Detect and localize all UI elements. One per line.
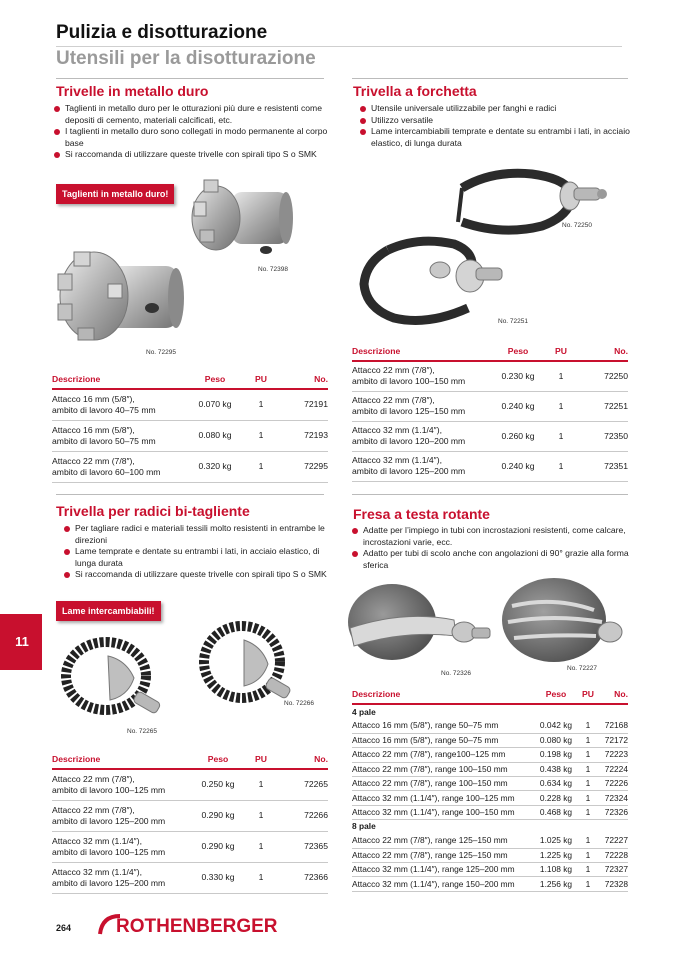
cell-desc: ambito di lavoro 40–75 mm [52,404,156,415]
cell-number: 72324 [598,791,628,805]
cell-weight: 0.230 kg [492,361,544,391]
list-item: I taglienti in metallo duro sono collegati in modo permanente al corpo base [52,126,328,149]
table-row [352,762,628,776]
cell-weight: 1.025 kg [534,834,578,848]
rothenberger-logo-icon [94,910,294,940]
product-image-72398 [186,172,296,268]
table-row [352,451,628,481]
cell-desc: Attacco 32 mm (1.1/4″), [52,866,142,877]
cell-desc: Attacco 32 mm (1.1/4″), [352,455,442,465]
cell-desc: ambito di lavoro 125–150 mm [352,406,466,416]
cell-desc: Attacco 22 mm (7/8″), range 100–150 mm [352,762,534,776]
cell-pu: 1 [544,391,578,421]
cell-pu: 1 [578,877,598,891]
cell-number: 72251 [578,391,628,421]
column-header: Peso [186,374,244,389]
image-caption: No. 72227 [567,665,597,672]
table-row [352,805,628,819]
product-table [52,374,328,483]
table-row [52,769,328,800]
cell-weight: 0.290 kg [192,800,244,831]
cell-pu: 1 [578,805,598,819]
table-row [352,391,628,421]
cell-desc: Attacco 32 mm (1.1/4″), range 150–200 mm [352,877,534,891]
cell-number: 72223 [598,748,628,762]
cell-weight: 0.240 kg [492,451,544,481]
cell-weight: 0.330 kg [192,862,244,893]
product-image-72265 [56,626,176,732]
image-caption: No. 72398 [258,266,288,273]
list-item: Si raccomanda di utilizzare queste trivelle con spirali tipo S o SMK [62,569,328,581]
brand-name: ROTHENBERGER [116,916,278,937]
cell-weight: 0.080 kg [534,733,578,747]
cell-weight: 0.080 kg [186,420,244,451]
cell-weight: 0.228 kg [534,791,578,805]
cell-desc: ambito di lavoro 50–75 mm [52,435,156,446]
cell-desc: ambito di lavoro 125–200 mm [52,815,166,826]
column-header: No. [278,754,328,769]
column-header: Descrizione [352,689,534,704]
table-row [352,877,628,891]
cell-desc: Attacco 32 mm (1.1/4″), [352,425,442,435]
column-header: No. [598,689,628,704]
column-header: Peso [492,346,544,361]
highlight-tag: Lame intercambiabili! [56,601,161,621]
cell-desc: ambito di lavoro 100–150 mm [352,376,466,387]
bullet-list [358,103,630,149]
section-rule [352,78,628,79]
cell-number: 72351 [578,451,628,481]
list-item: Adatto per tubi di scolo anche con angolazioni di 90° grazie alla forma sferica [350,548,630,571]
column-header: No. [578,346,628,361]
column-header: Descrizione [52,754,192,769]
section-rule [352,494,628,495]
cell-pu: 1 [544,451,578,481]
cell-desc: Attacco 32 mm (1.1/4″), range 100–150 mm [352,805,534,819]
image-caption: No. 72295 [146,349,176,356]
cell-weight: 1.256 kg [534,877,578,891]
cell-weight: 0.438 kg [534,762,578,776]
cell-desc: Attacco 16 mm (5/8″), [52,393,135,404]
cell-pu: 1 [578,719,598,733]
cell-pu: 1 [244,451,278,482]
cell-desc: Attacco 16 mm (5/8″), range 50–75 mm [352,719,534,733]
page-title: Pulizia e disotturazione [56,22,268,43]
column-header: PU [244,754,278,769]
table-group-row [352,820,628,834]
cell-number: 72168 [598,719,628,733]
cell-weight: 0.260 kg [492,421,544,451]
cell-pu: 1 [244,420,278,451]
cell-number: 72226 [598,777,628,791]
cell-number: 72328 [598,877,628,891]
image-caption: No. 72251 [498,318,528,325]
highlight-tag: Taglienti in metallo duro! [56,184,174,204]
table-row [352,748,628,762]
column-header: Descrizione [52,374,186,389]
image-caption: No. 72326 [441,670,471,677]
column-header: PU [244,374,278,389]
cell-desc: ambito di lavoro 125–200 mm [52,877,166,888]
cell-number: 72172 [598,733,628,747]
product-table [52,754,328,894]
list-item: Utensile universale utilizzabile per fanghi e radici [358,103,630,115]
cell-number: 72350 [578,421,628,451]
column-header: Peso [192,754,244,769]
cell-weight: 0.240 kg [492,391,544,421]
table-row [52,800,328,831]
table-row [352,421,628,451]
cell-pu: 1 [544,421,578,451]
column-header: Descrizione [352,346,492,361]
product-table [352,689,628,892]
cell-desc: Attacco 16 mm (5/8″), range 50–75 mm [352,733,534,747]
table-group-row [352,704,628,719]
cell-desc: ambito di lavoro 125–200 mm [352,466,466,476]
cell-number: 72224 [598,762,628,776]
image-caption: No. 72250 [562,222,592,229]
cell-desc: Attacco 22 mm (7/8″), [52,773,135,784]
list-item: Utilizzo versatile [358,115,630,127]
section-title-metallo-duro: Trivelle in metallo duro [56,83,209,99]
product-table [352,346,628,482]
cell-number: 72366 [278,862,328,893]
cell-weight: 0.198 kg [534,748,578,762]
bullet-list [350,525,630,571]
table-row [52,831,328,862]
bullet-list [62,523,328,581]
cell-pu: 1 [244,389,278,420]
cell-pu: 1 [244,769,278,800]
cell-weight: 1.108 kg [534,863,578,877]
cell-pu: 1 [578,834,598,848]
brand-logo [94,910,294,945]
image-caption: No. 72266 [284,700,314,707]
table-row [352,834,628,848]
cell-number: 72295 [278,451,328,482]
page-number: 264 [56,923,72,933]
cell-pu: 1 [578,733,598,747]
cell-pu: 1 [578,762,598,776]
cell-pu: 1 [578,791,598,805]
cell-desc: Attacco 22 mm (7/8″), [52,455,135,466]
table-row [52,862,328,893]
header-rule [56,46,622,47]
cell-desc: Attacco 22 mm (7/8″), [352,365,435,376]
cell-desc: Attacco 22 mm (7/8″), [352,395,435,405]
section-title-fresa: Fresa a testa rotante [353,506,490,522]
cell-pu: 1 [544,361,578,391]
cell-desc: ambito di lavoro 100–125 mm [52,784,166,795]
cell-weight: 0.290 kg [192,831,244,862]
cell-weight: 1.225 kg [534,848,578,862]
column-header: PU [578,689,598,704]
cell-pu: 1 [578,863,598,877]
table-row [352,791,628,805]
cell-number: 72266 [278,800,328,831]
cell-number: 72193 [278,420,328,451]
list-item: Lame temprate e dentate su entrambi i lati, in acciaio elastico, di lunga durata [62,546,328,569]
cell-desc: ambito di lavoro 100–125 mm [52,846,166,857]
cell-weight: 0.250 kg [192,769,244,800]
cell-pu: 1 [578,848,598,862]
bullet-list [52,103,328,161]
column-header: PU [544,346,578,361]
cell-weight: 0.468 kg [534,805,578,819]
cell-desc: ambito di lavoro 120–200 mm [352,436,466,446]
product-image-72326 [344,580,494,680]
cell-number: 72326 [598,805,628,819]
cell-pu: 1 [578,748,598,762]
product-image-72251 [358,228,508,328]
cell-number: 72228 [598,848,628,862]
cell-number: 72327 [598,863,628,877]
cell-desc: Attacco 32 mm (1.1/4″), range 125–200 mm [352,863,534,877]
table-row [352,863,628,877]
cell-pu: 1 [244,831,278,862]
table-row [352,848,628,862]
table-row [352,777,628,791]
cell-desc: Attacco 16 mm (5/8″), [52,424,135,435]
cell-number: 72250 [578,361,628,391]
table-row [52,451,328,482]
chapter-tab: 11 [0,614,42,670]
cell-pu: 1 [244,800,278,831]
section-title-radici: Trivella per radici bi-tagliente [56,503,250,519]
cell-pu: 1 [578,777,598,791]
table-row [52,389,328,420]
group-label: 4 pale [352,706,376,717]
list-item: Adatte per l’impiego in tubi con incrostazioni resistenti, come calcare, incrostazioni varie, ecc. [350,525,630,548]
section-rule [56,494,324,495]
cell-pu: 1 [244,862,278,893]
cell-desc: Attacco 32 mm (1.1/4″), [52,835,142,846]
column-header: No. [278,374,328,389]
cell-desc: Attacco 22 mm (7/8″), range 125–150 mm [352,848,534,862]
table-row [352,733,628,747]
cell-desc: Attacco 22 mm (7/8″), [52,804,135,815]
product-image-72295 [52,244,192,348]
cell-weight: 0.634 kg [534,777,578,791]
cell-desc: ambito di lavoro 60–100 mm [52,466,161,477]
cell-desc: Attacco 22 mm (7/8″), range 100–150 mm [352,777,534,791]
cell-weight: 0.320 kg [186,451,244,482]
cell-desc: Attacco 22 mm (7/8″), range 125–150 mm [352,834,534,848]
cell-number: 72265 [278,769,328,800]
cell-weight: 0.042 kg [534,719,578,733]
page-subtitle: Utensili per la disotturazione [56,48,316,69]
cell-weight: 0.070 kg [186,389,244,420]
section-title-forchetta: Trivella a forchetta [353,83,477,99]
list-item: Per tagliare radici e materiali tessili molto resistenti in entrambe le direzioni [62,523,328,546]
list-item: Lame intercambiabili temprate e dentate su entrambi i lati, in acciaio elastico, di lunga durata [358,126,630,149]
cell-desc: Attacco 22 mm (7/8″), range100–125 mm [352,748,534,762]
list-item: Si raccomanda di utilizzare queste trivelle con spirali tipo S o SMK [52,149,328,161]
section-rule [56,78,324,79]
table-row [52,420,328,451]
image-caption: No. 72265 [127,728,157,735]
cell-number: 72365 [278,831,328,862]
list-item: Taglienti in metallo duro per le otturazioni più dure e resistenti come depositi di cemento, materiali calcificati, etc. [52,103,328,126]
cell-number: 72227 [598,834,628,848]
table-row [352,719,628,733]
table-row [352,361,628,391]
column-header: Peso [534,689,578,704]
product-image-72227 [498,576,638,672]
group-label: 8 pale [352,821,376,832]
cell-desc: Attacco 32 mm (1.1/4″), range 100–125 mm [352,791,534,805]
cell-number: 72191 [278,389,328,420]
